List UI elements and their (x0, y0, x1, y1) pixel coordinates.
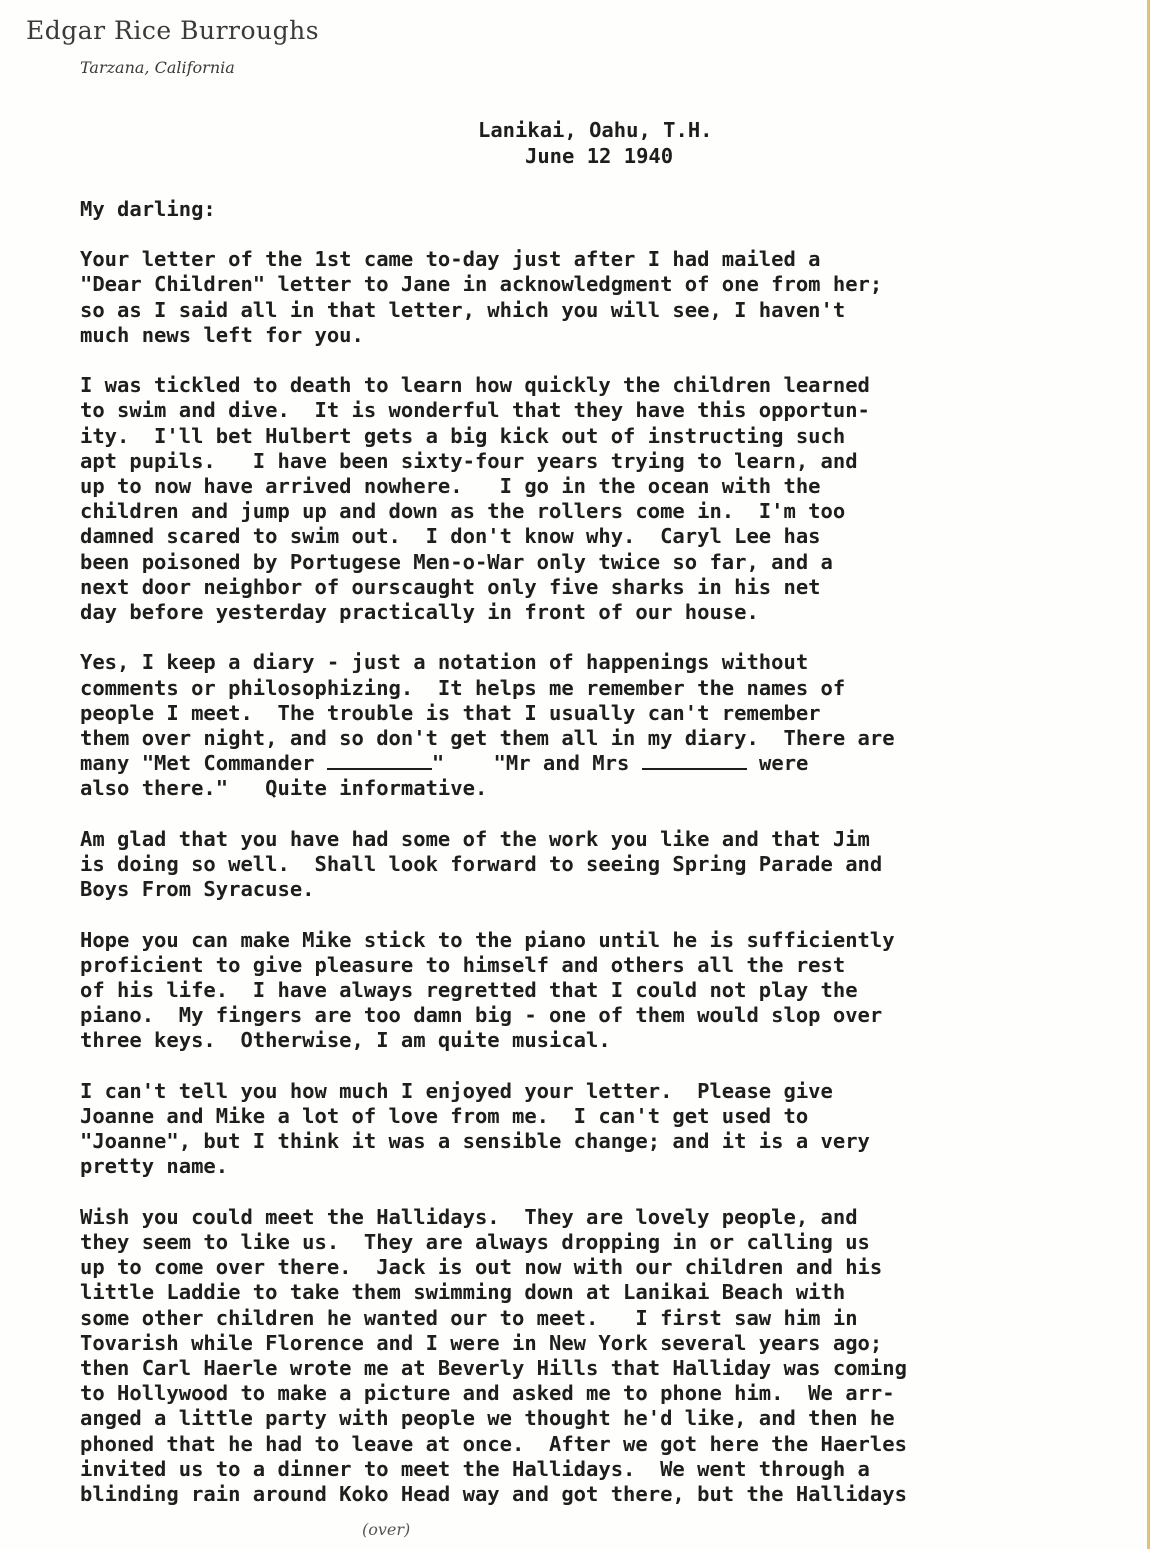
letter-body (80, 197, 1110, 1532)
text-line: so as I said all in that letter, which you will see, I haven't (80, 297, 846, 322)
text-line: "Joanne", but I think it was a sensible change; and it is a very (80, 1129, 870, 1154)
handwritten-over-note: (over) (362, 1520, 411, 1539)
text-line: day before yesterday practically in front of our house. (80, 600, 759, 625)
text-line: pretty name. (80, 1154, 229, 1179)
text-line: piano. My fingers are too damn big - one of them would slop over (80, 1003, 883, 1028)
diary-line (80, 751, 1110, 776)
paragraph (80, 928, 1110, 1054)
paragraph (80, 1079, 1110, 1180)
dateline-place: Lanikai, Oahu, T.H. (478, 118, 713, 142)
text-line: phoned that he had to leave at once. After we got here the Haerles (80, 1431, 907, 1456)
diary-prefix: many "Met Commander (80, 751, 327, 776)
text-line: them over night, and so don't get them all in my diary. There are (80, 726, 895, 751)
text-line: three keys. Otherwise, I am quite musical. (80, 1028, 611, 1053)
text-line: invited us to a dinner to meet the Hallidays. We went through a (80, 1456, 870, 1481)
text-line: damned scared to swim out. I don't know why. Caryl Lee has (80, 524, 821, 549)
paragraph (80, 1205, 1110, 1507)
text-line: people I meet. The trouble is that I usually can't remember (80, 700, 821, 725)
blank-line (642, 752, 747, 770)
text-line: comments or philosophizing. It helps me remember the names of (80, 675, 846, 700)
paragraphs-part-2 (80, 827, 1110, 1507)
diary-next-line: also there." Quite informative. (80, 776, 488, 801)
text-line: I was tickled to death to learn how quickly the children learned (80, 373, 870, 398)
salutation: My darling: (80, 197, 216, 221)
text-line: I can't tell you how much I enjoyed your letter. Please give (80, 1078, 833, 1103)
text-line: much news left for you. (80, 322, 364, 347)
diary-paragraph-tail (80, 751, 1110, 801)
text-line: Tovarish while Florence and I were in New York several years ago; (80, 1330, 883, 1355)
text-line: proficient to give pleasure to himself and others all the rest (80, 952, 846, 977)
diary-suffix: were (746, 751, 809, 776)
text-line: Yes, I keep a diary - just a notation of happenings without (80, 650, 809, 675)
text-line: Wish you could meet the Hallidays. They are lovely people, and (80, 1204, 858, 1229)
text-line: next door neighbor of ourscaught only five sharks in his net (80, 574, 821, 599)
text-line: children and jump up and down as the rollers come in. I'm too (80, 499, 846, 524)
text-line: some other children he wanted our to meet. I first saw him in (80, 1305, 858, 1330)
paragraph (80, 827, 1110, 903)
text-line: Am glad that you have had some of the work you like and that Jim (80, 826, 870, 851)
paragraph (80, 650, 1110, 751)
diary-middle: " "Mr and Mrs (431, 751, 642, 776)
text-line: little Laddie to take them swimming down at Lanikai Beach with (80, 1280, 846, 1305)
paragraph (80, 373, 1110, 625)
text-line: then Carl Haerle wrote me at Beverly Hills that Halliday was coming (80, 1356, 907, 1381)
dateline (478, 118, 713, 169)
paragraphs-part-1 (80, 247, 1110, 751)
dateline-date: June 12 1940 (525, 143, 674, 168)
blank-line (327, 752, 432, 770)
text-line: ity. I'll bet Hulbert gets a big kick out of instructing such (80, 423, 846, 448)
text-line: Hope you can make Mike stick to the piano until he is sufficiently (80, 927, 895, 952)
text-line: anged a little party with people we thought he'd like, and then he (80, 1406, 895, 1431)
text-line: is doing so well. Shall look forward to seeing Spring Parade and (80, 852, 883, 877)
text-line: blinding rain around Koko Head way and got there, but the Hallidays (80, 1482, 907, 1507)
text-line: to swim and dive. It is wonderful that they have this opportun- (80, 398, 870, 423)
paragraph (80, 247, 1110, 348)
text-line: Joanne and Mike a lot of love from me. I can't get used to (80, 1104, 809, 1129)
text-line: been poisoned by Portugese Men-o-War only twice so far, and a (80, 549, 833, 574)
text-line: they seem to like us. They are always dropping in or calling us (80, 1230, 870, 1255)
text-line: Boys From Syracuse. (80, 877, 315, 902)
text-line: of his life. I have always regretted that I could not play the (80, 978, 858, 1003)
letterhead-place: Tarzana, California (80, 58, 235, 77)
text-line: apt pupils. I have been sixty-four years trying to learn, and (80, 448, 858, 473)
letterhead-name: Edgar Rice Burroughs (26, 16, 320, 45)
text-line: up to come over there. Jack is out now with our children and his (80, 1255, 883, 1280)
text-line: to Hollywood to make a picture and asked me to phone him. We arr- (80, 1381, 895, 1406)
text-line: "Dear Children" letter to Jane in acknowledgment of one from her; (80, 272, 883, 297)
text-line: Your letter of the 1st came to-day just after I had mailed a (80, 247, 821, 272)
text-line: up to now have arrived nowhere. I go in the ocean with the (80, 474, 821, 499)
